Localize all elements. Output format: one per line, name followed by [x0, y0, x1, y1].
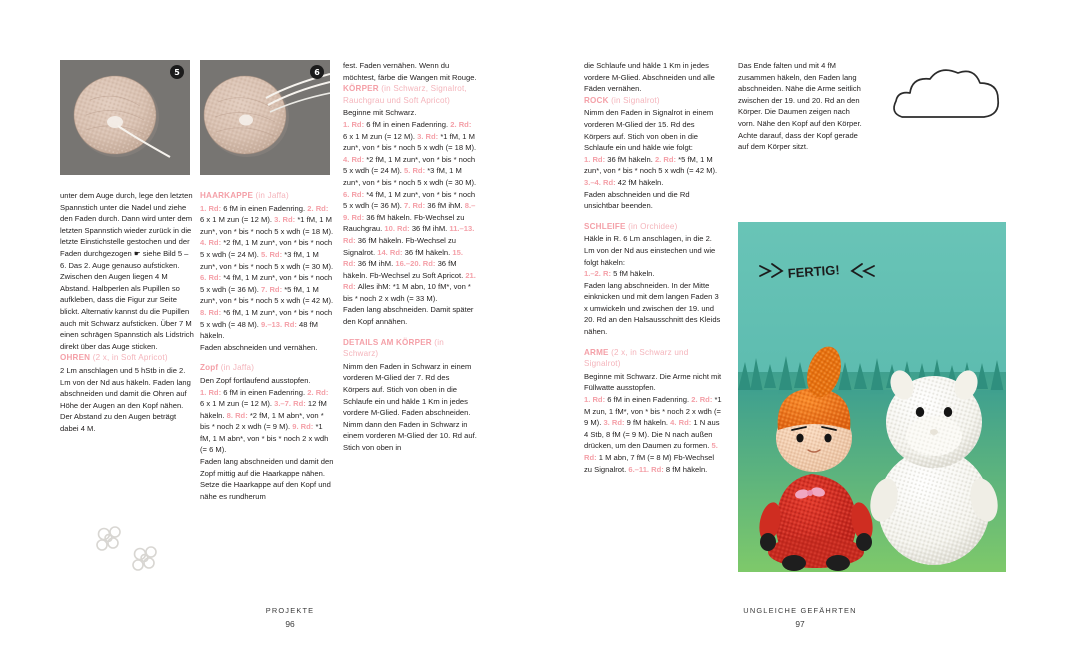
round-label: 14. Rd:	[377, 247, 405, 257]
round-label: 1. Rd:	[343, 119, 367, 129]
round-label: 1. Rd:	[584, 154, 608, 164]
section-ohren-heading	[60, 352, 194, 364]
section-rock-title: ROCK	[584, 95, 609, 105]
col5-paragraph-1: Das Ende falten und mit 4 fM zusammen häkeln, den Faden lang abschneiden. Nähe die Arme seitlich zwischen der 19. und 20. Rd an den Körper. Die Daumen zeigen nach vorn. Nähe den Kopf auf den Körper. Achte darauf, dass der Kopf gerade auf dem Körper sitzt.	[738, 61, 862, 152]
section-rock-subtitle: (in Signalrot)	[611, 95, 660, 105]
round-text: *1 fM, 1 M abn*, von * bis * noch 2 x wdh (= 6 M).	[200, 422, 329, 455]
round-label: 8.–9. Rd:	[343, 201, 476, 222]
round-label: 6. Rd:	[200, 273, 224, 283]
round-text: 6 fM in einen Fadenring.	[223, 387, 306, 397]
section-koerper-closing: Faden lang abschneiden. Damit später den Kopf annähen.	[343, 305, 474, 327]
section-schleife-heading	[584, 221, 722, 233]
round-text: *4 fM, 1 M zun*, von * bis * noch 5 x wdh (= 36 M).	[343, 189, 476, 211]
round-label: 7. Rd:	[261, 284, 285, 294]
footer-left-title: PROJEKTE	[265, 606, 315, 615]
col3-paragraph-1: fest. Faden vernähen. Wenn du möchtest, färbe die Wangen mit Rouge.	[343, 61, 477, 82]
section-haarkappe-closing: Faden abschneiden und vernähen.	[200, 342, 318, 352]
round-text: Fb-Wechsel zu Rauchgrau.	[343, 212, 465, 234]
section-zopf-closing: Faden lang abschneiden und damit den Zopf mittig auf die Haarkappe nähen. Setze die Haarkappe auf den Kopf und nähe es rundherum	[200, 457, 334, 501]
round-label: 3. Rd:	[274, 215, 298, 225]
round-label: 3. Rd:	[417, 131, 441, 141]
text-column-3	[343, 60, 477, 463]
section-arme-heading	[584, 347, 722, 370]
round-label: 1. Rd:	[200, 387, 224, 397]
section-zopf-intro: Den Zopf fortlaufend ausstopfen.	[200, 375, 311, 385]
round-text: 36 fM häkeln.	[357, 235, 404, 245]
round-text: Die N nach außen drücken, um den Daumen zu formen.	[584, 429, 713, 451]
flower-decoration-group	[82, 520, 172, 577]
section-koerper-heading	[343, 83, 477, 106]
section-rock-heading	[584, 95, 722, 107]
instruction-row	[384, 224, 447, 233]
round-text: 9 fM häkeln.	[626, 418, 669, 428]
round-text: 6 fM in einen Fadenring.	[223, 203, 306, 213]
round-text: *1 fM, 1 M zun*, von * bis * noch 5 x wdh (= 18 M).	[343, 131, 477, 153]
round-label: 2. Rd:	[450, 119, 472, 129]
instruction-row	[200, 388, 305, 397]
section-koerper-rows	[343, 119, 477, 305]
round-label: 6. Rd:	[343, 189, 367, 199]
round-text: Fb-Wechsel zu Signalrot.	[584, 453, 715, 474]
round-text: *3 fM, 1 M zun*, von * bis * noch 5 x wdh (= 30 M).	[343, 166, 477, 187]
section-details-koerper	[343, 337, 477, 454]
instruction-row	[200, 204, 305, 213]
section-details-text: Nimm den Faden in Schwarz in einem vorderen M-Glied der 7. Rd des Körpers auf. Stich von oben in die Schlaufe ein und häkle 1 Km in jedes vordere M-Glied. Faden abschneiden. Nimm dann den Faden in Schwarz in einem vorderen M-Glied der 10. Rd auf. Stich von oben in	[343, 361, 477, 452]
section-arme	[584, 347, 722, 476]
round-text: 36 fM häkeln.	[366, 212, 412, 222]
round-text: 48 fM häkeln.	[200, 319, 318, 341]
section-schleife-closing: Faden lang abschneiden. In der Mitte einknicken und mit dem langen Faden 3 x umwickeln und zwischen der 19. und 20. Rd an den Halsausschnitt des Kleids nähen.	[584, 280, 721, 337]
round-text: *4 fM, 1 M zun*, von * bis * noch 5 x wdh (= 36 M).	[200, 273, 333, 294]
section-haarkappe-rows	[200, 203, 334, 342]
round-label: 8. Rd:	[226, 410, 250, 420]
round-text: 6 x 1 M zun (= 12 M).	[200, 399, 272, 409]
round-label: 5. Rd:	[584, 441, 718, 462]
instruction-row	[404, 201, 463, 210]
section-schleife-rows	[584, 268, 722, 280]
footer-right-title: UNGLEICHE GEFÄHRTEN	[743, 606, 857, 615]
section-ohren-text: 2 Lm anschlagen und 5 hStb in die 2. Lm von der Nd aus häkeln. Faden lang abschneiden und damit die Ohren auf Höhe der Augen an den Kopf nähen. Der Abstand zu den Augen beträgt dabei 4 M.	[60, 365, 191, 433]
section-zopf-subtitle: (in Jaffa)	[220, 363, 255, 373]
section-details-heading	[343, 337, 477, 360]
text-column-2	[200, 190, 334, 511]
section-zopf-rows	[200, 387, 334, 457]
round-label: 9.–13. Rd:	[261, 319, 299, 329]
section-schleife-title: SCHLEIFE	[584, 221, 626, 231]
round-text: 36 fM ihM.	[357, 259, 394, 269]
round-label: 1. Rd:	[200, 203, 224, 213]
round-label: 2. Rd:	[654, 154, 679, 164]
section-zopf	[200, 362, 334, 502]
section-zopf-title: Zopf	[200, 363, 219, 373]
section-arme-rows	[584, 394, 722, 475]
section-ohren-subtitle: (2 x, in Soft Apricot)	[92, 353, 168, 363]
section-zopf-heading	[200, 362, 334, 374]
section-schleife	[584, 221, 722, 338]
round-text: 12 fM häkeln.	[200, 399, 327, 420]
instruction-row	[370, 271, 464, 280]
round-label: 2. Rd:	[307, 203, 329, 213]
section-schleife-intro: Häkle in R. 6 Lm anschlagen, in die 2. Lm von der Nd aus einstechen und wie folgt häkeln:	[584, 234, 716, 267]
round-text: *2 fM, 1 M abn*, von * bis * noch 2 x wdh (= 9 M).	[200, 410, 324, 432]
round-text: 36 fM ihM.	[427, 201, 463, 211]
section-koerper-title: KÖRPER	[343, 84, 379, 94]
round-text: 6 x 1 M zun (= 12 M).	[200, 215, 272, 225]
photo-step-6-image	[200, 60, 330, 175]
round-label: 15. Rd:	[343, 247, 463, 269]
round-text: 36 fM ihM.	[411, 224, 448, 234]
round-text: *2 fM, 1 M zun*, von * bis * noch 5 x wdh (= 24 M).	[200, 238, 333, 259]
section-arme-title: ARME	[584, 347, 609, 357]
round-text: *2 fM, 1 M zun*, von * bis * noch 5 x wdh (= 24 M).	[343, 154, 476, 176]
section-koerper-intro: Beginne mit Schwarz.	[343, 108, 417, 118]
round-text: *5 fM, 1 M zun*, von * bis * noch 5 x wdh (= 42 M).	[200, 284, 334, 306]
cloud-icon	[888, 55, 1008, 135]
footer-right	[690, 604, 910, 631]
step-badge-6: 6	[310, 65, 324, 79]
step-badge-5: 5	[170, 65, 184, 79]
round-label: 9. Rd:	[292, 422, 316, 432]
round-label: 3.–7. Rd:	[274, 399, 308, 409]
instruction-row	[343, 120, 448, 129]
section-rock-closing: Faden abschneiden und die Rd unsichtbar beenden.	[584, 189, 690, 211]
section-haarkappe	[200, 190, 334, 353]
round-label: 10. Rd:	[384, 224, 412, 234]
section-details-title: DETAILS AM KÖRPER	[343, 337, 432, 347]
round-text: 5 fM häkeln.	[613, 269, 655, 279]
round-text: 6 fM in einen Fadenring.	[607, 395, 690, 405]
section-rock-rows	[584, 154, 722, 189]
round-text: *5 fM, 1 M zun*, von * bis * noch 5 x wdh (= 42 M).	[584, 154, 718, 176]
section-haarkappe-heading	[200, 190, 334, 202]
text-column-1	[60, 190, 194, 443]
round-text: 6 fM in einen Fadenring.	[366, 119, 449, 129]
photo-step-5-image	[60, 60, 190, 175]
round-text: Fb-Wechsel zu Signalrot.	[343, 235, 456, 257]
section-ohren-title: OHREN	[60, 353, 91, 363]
round-text: 6 x 1 M zun (= 12 M).	[343, 131, 415, 141]
cloud-decoration	[888, 55, 1008, 140]
text-column-4	[584, 60, 722, 484]
round-label: 3.–4. Rd:	[584, 177, 618, 187]
photo-step-6	[200, 60, 330, 175]
round-label: 8. Rd:	[200, 307, 224, 317]
section-ohren	[60, 352, 194, 434]
round-label: 1. Rd:	[584, 395, 608, 405]
round-text: 36 fM häkeln.	[343, 259, 457, 280]
instruction-row	[584, 155, 653, 164]
round-text: *3 fM, 1 M zun*, von * bis * noch 5 x wdh (= 30 M).	[200, 249, 334, 271]
section-koerper	[343, 83, 477, 327]
round-label: 5. Rd:	[261, 249, 285, 259]
round-label: 1.–2. R:	[584, 269, 614, 279]
col1-paragraph-1: unter dem Auge durch, lege den letzten Spannstich unter die Nadel und ziehe den Faden durch. Dann wird unter dem letzten Spannstich wieder zurück in die letzte Einstichstelle gestochen und der Faden durchgezogen ☛ siehe Bild 5 – 6. Das 2. Auge genauso aufsticken. Zwischen den Augen liegen 4 M Abstand. Halbperlen als Pupillen so aufkleben, dass die Figur zur Seite blickt. Alternativ kannst du die Pupillen auch mit Schwarz aufsticken. Über 7 M einen schrägen Spannstich als Lidstrich direkt über das Auge sticken.	[60, 191, 194, 351]
section-koerper-subtitle: (in Schwarz, Signalrot, Rauchgrau und Soft Apricot)	[343, 84, 467, 105]
round-label: 4. Rd:	[200, 238, 224, 248]
round-label: 7. Rd:	[404, 201, 428, 211]
round-label: 2. Rd:	[307, 387, 329, 397]
round-label: 3. Rd:	[603, 418, 627, 428]
section-schleife-subtitle: (in Orchidee)	[628, 221, 678, 231]
photo-step-5	[60, 60, 190, 175]
round-label: 4. Rd:	[670, 418, 694, 428]
round-text: 8 fM häkeln.	[665, 464, 708, 474]
round-text: Alles ihM: *1 M abn, 10 fM*, von * bis * noch 2 x wdh (= 33 M).	[343, 282, 471, 303]
instruction-row	[584, 178, 663, 187]
round-text: *1 M zun, 1 fM*, von * bis * noch 2 x wdh (= 9 M).	[584, 395, 722, 428]
photo-final	[738, 222, 1006, 572]
section-haarkappe-subtitle: (in Jaffa)	[255, 191, 289, 200]
round-label: 5. Rd:	[404, 166, 428, 176]
section-details-subtitle: (in Schwarz)	[343, 337, 444, 359]
section-haarkappe-title: HAARKAPPE	[200, 191, 254, 200]
footer-left-page: 96	[285, 619, 295, 629]
round-text: *1 fM, 1 M zun*, von * bis * noch 5 x wdh (= 18 M).	[200, 215, 334, 236]
round-text: 1 N aus 4 Stb, 8 fM (= 9 M).	[584, 418, 720, 439]
section-arme-subtitle: (2 x, in Schwarz und Signalrot)	[584, 347, 689, 369]
round-label: 11.–13. Rd:	[343, 224, 475, 245]
section-arme-intro: Beginne mit Schwarz. Die Arme nicht mit Füllwatte ausstopfen.	[584, 371, 722, 393]
text-column-5	[738, 60, 868, 153]
instruction-row	[584, 269, 655, 278]
photo-final-image	[738, 222, 1006, 572]
round-label: 21. Rd:	[343, 270, 476, 292]
footer-right-page: 97	[795, 619, 805, 629]
round-text: 36 fM häkeln.	[404, 247, 451, 257]
round-text: 36 fM häkeln.	[607, 154, 653, 164]
round-text: Fb-Wechsel zu Soft Apricot.	[369, 270, 464, 280]
round-label: 16.–20. Rd:	[395, 259, 438, 269]
instruction-row	[584, 395, 689, 404]
section-rock	[584, 95, 722, 212]
instruction-row	[603, 418, 668, 427]
round-text: 42 fM häkeln.	[617, 177, 664, 187]
col4-paragraph-1: die Schlaufe und häkle 1 Km in jedes vordere M-Glied. Abschneiden und alle Fäden vernähen.	[584, 61, 715, 94]
round-text: *6 fM, 1 M zun*, von * bis * noch 5 x wdh (= 48 M).	[200, 307, 333, 329]
fertig-text: FERTIG!	[787, 262, 841, 281]
round-text: 1 M abn, 7 fM (= 8 M)	[598, 453, 672, 462]
round-label: 2. Rd:	[691, 395, 715, 405]
flower-icon	[82, 520, 172, 572]
footer-left	[180, 604, 400, 631]
round-label: 4. Rd:	[343, 154, 367, 164]
instruction-row	[628, 465, 707, 474]
round-label: 6.–11. Rd:	[628, 464, 666, 474]
section-rock-intro: Nimm den Faden in Signalrot in einem vorderen M-Glied der 15. Rd des Körpers auf. Stich von oben in die Schlaufe ein und häkle wie folgt:	[584, 108, 714, 153]
instruction-row	[377, 248, 450, 257]
